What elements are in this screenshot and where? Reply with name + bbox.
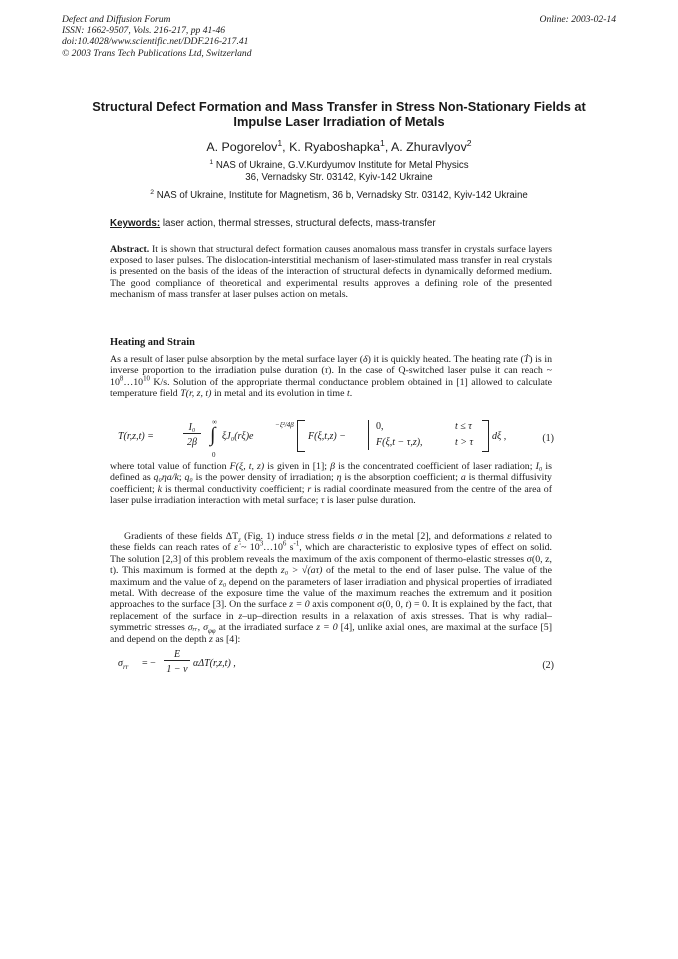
eq1-differential: dξ , [492, 431, 507, 442]
eq2-lhs-sub: rr [122, 663, 129, 671]
author-list: A. Pogorelov$^1$, K. Ryaboshapka$^1$, A. Zhuravlyov$^2$ [206, 137, 472, 154]
eq1-integral: ∫ [210, 424, 216, 446]
affil-1-line-2: 36, Vernadsky Str. 03142, Kyiv-142 Ukraine [245, 172, 433, 183]
eq1-exponent: −ξ²/4β [275, 421, 294, 429]
eq1-case-2b: t > τ [455, 437, 474, 448]
eq2-rhs: αΔT(r,z,t) , [193, 658, 236, 669]
paragraph-stress: Gradients of these fields $\Delta T_z$ (Fig. 1) induce stress fields σ in the metal [2], and deformations ε related to these fields can reach rates of ε̇ ~ $10^3\dots 10^6$ $s^{-1}$, which are characteristic to explosive types of effect on solid. The solution [2,3] of this problem reveals the maximum of the axis component of thermo-elastic stresses σ(0, z, t). This maximum is formed at the depth z₀ > √(aτ) of the metal to the end of laser pulse. The value of the maximum and the value of z₀ depend on the parameters of laser irradiation and physical properties of irradiated metal. With decrease of the exposure time the value of the maximum reaches the extremum and it position approaches to the surface [3]. On the surface z = 0 axis component σ(0, 0, t) = 0. It is explained by the fact, that replacement of the surface in z–up–direction results in a relaxation of axis stresses. That is why radial–symmetric stresses σᵣᵣ, $\sigma_{\varphi\varphi}$ at the irradiated surface z = 0 [4], unlike axial ones, are maximal at the surface [5] and depend on the depth z as [4]: [110, 531, 552, 645]
eq1-case-1a: 0, [376, 421, 384, 432]
eq1-number: (1) [542, 433, 554, 444]
author-name: A. Zhuravlyov [391, 140, 467, 154]
paragraph-definitions: where total value of function F(ξ, t, z) is given in [1]; β is the concentrated coefficient of laser radiation; I₀ is defined as q₀ηa/k; q₀ is the power density of irradiation; η is the absorption coefficient; a is thermal diffusivity coefficient; k is thermal conductivity coefficient; r is radial coordinate measured from the centre of the area of laser pulse irradiation interaction with metal surface; τ is laser pulse duration. [110, 461, 552, 507]
eq2-num: E [173, 649, 181, 660]
paragraph-heating: As a result of laser pulse absorption by the metal surface layer (δ) it is quickly heated. The heating rate (Ṫ) is in inverse proportion to the irradiation pulse duration (τ). In the case of Q-switched laser pulse it can reach ~ $10^8\dots 10^{10}$ K/s. Solution of the appropriate thermal conductance problem obtained in [1] allowed to calculate temperature field T(r, z, t) in metal and its evolution in time t. [110, 354, 553, 400]
affil-2-text: NAS of Ukraine, Institute for Magnetism, 36 b, Vernadsky Str. 03142, Kyiv-142 Ukraine [156, 190, 528, 201]
eq1-case-2a: F(ξ,t − τ,z), [376, 437, 423, 448]
abstract-label: Abstract. [110, 244, 150, 255]
eq1-lower-limit: 0 [212, 451, 216, 459]
online-date: Online: 2003-02-14 [539, 14, 616, 25]
affil-1-line-1: NAS of Ukraine, G.V.Kurdyumov Institute for Metal Physics [215, 160, 469, 171]
abstract-text: It is shown that structural defect formation causes anomalous mass transfer in crystals surface layers exposed to laser pulses. The dislocation-interstitial mechanism of laser-stimulated mass transfer in real crystals is presented on the basis of the ideas of the interaction of structural defects in dynamically deformed medium. The good compliance of theoretical and experimental results approves a defining role of the presented mechanism of mass transfer at laser pulses action on metals. [110, 244, 553, 300]
eq1-lhs: T(r,z,t) = [118, 431, 154, 442]
affiliation-2 [80, 190, 598, 202]
journal-header [62, 14, 252, 59]
eq2-lhs: σ [118, 658, 123, 669]
eq1-bracket-left [297, 420, 305, 452]
affil-mark: 2 [150, 188, 155, 196]
eq1-upper-limit: ∞ [212, 418, 217, 426]
author-name: A. Pogorelov [206, 140, 278, 154]
eq1-case-1b: t ≤ τ [455, 421, 472, 432]
eq1-coef-den: 2β [187, 437, 197, 448]
eq2-equals: = − [142, 658, 156, 669]
abstract [110, 244, 552, 300]
keywords [110, 218, 436, 229]
author-affil-mark: 1 [277, 137, 283, 148]
eq2-den: 1 − ν [166, 664, 188, 675]
doi-line: doi:10.4028/www.scientific.net/DDF.216-217.41 [62, 36, 249, 48]
section-heading: Heating and Strain [110, 337, 195, 348]
eq1-bracket-term: F(ξ,t,z) − [308, 431, 346, 442]
keywords-text: laser action, thermal stresses, structural defects, mass-transfer [162, 218, 436, 229]
eq1-integrand: ξJ₀(rξ)e [222, 431, 254, 442]
affil-mark: 1 [209, 158, 214, 166]
eq1-case-bar [368, 420, 375, 450]
affiliation-1 [110, 160, 568, 184]
issn-line: ISSN: 1662-9507, Vols. 216-217, pp 41-46 [62, 25, 226, 37]
author-affil-mark: 2 [466, 137, 472, 148]
copyright-line: © 2003 Trans Tech Publications Ltd, Switzerland [62, 47, 252, 59]
eq1-coef-num: I₀ [188, 422, 196, 433]
keywords-label: Keywords: [110, 218, 161, 229]
eq2-number: (2) [542, 660, 554, 671]
author-name: K. Ryaboshapka [289, 140, 380, 154]
paper-title: Structural Defect Formation and Mass Transfer in Stress Non-Stationary Fields at Impulse Laser Irradiation of Metals [92, 99, 586, 129]
author-affil-mark: 1 [379, 137, 385, 148]
journal-name: Defect and Diffusion Forum [62, 14, 171, 25]
eq1-bracket-right [482, 420, 489, 452]
